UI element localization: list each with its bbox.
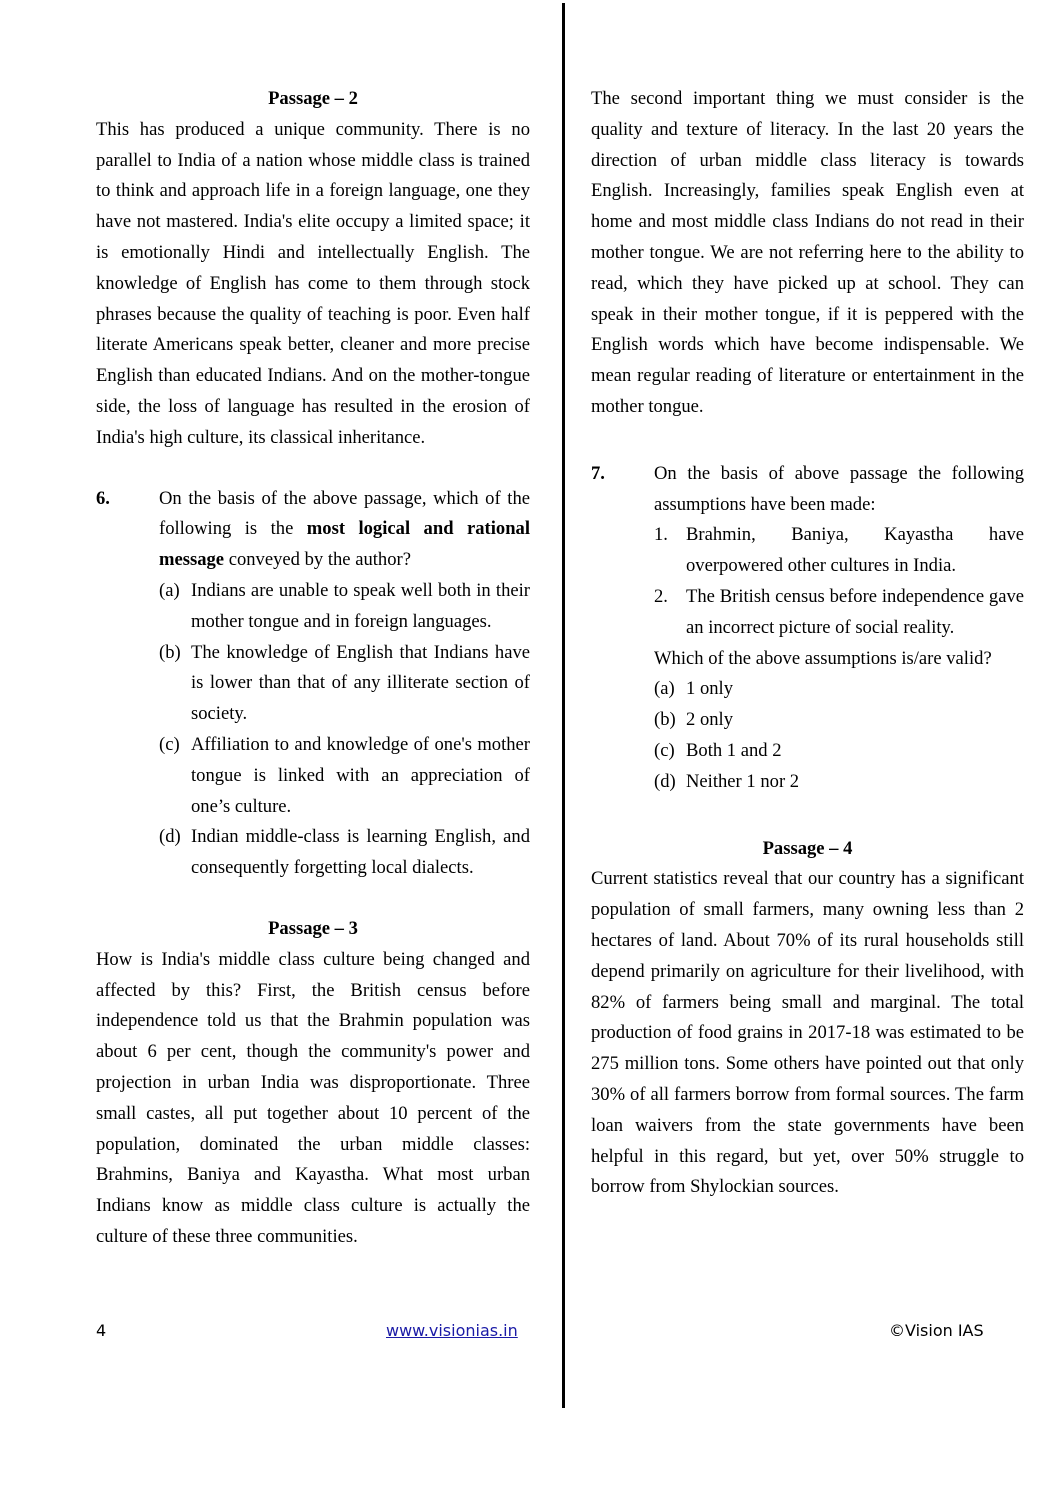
assumption-text: Brahmin, Baniya, Kayastha have overpowered other cultures in India. bbox=[686, 524, 1024, 577]
option-text: Both 1 and 2 bbox=[686, 739, 782, 761]
question-body bbox=[654, 459, 1024, 798]
option-text: 2 only bbox=[686, 709, 734, 731]
question-stem bbox=[159, 484, 530, 576]
option-label: (b) bbox=[654, 709, 676, 731]
option-label: (c) bbox=[654, 739, 675, 761]
option-d[interactable] bbox=[654, 767, 1024, 798]
passage-4-text: Current statistics reveal that our country has a significant population of small farmers, many owning less than 2 hectares of land. About 70% of its rural households still depend primarily on agriculture for their livelihood, with 82% of farmers being small and marginal. The total production of food grains in 2017-18 was estimated to be 275 million tons. Some others have pointed out that only 30% of all farmers borrow from formal sources. The farm loan waivers from the state governments have been helpful in this regard, but yet, over 50% struggle to borrow from Shylockian sources. bbox=[591, 868, 1024, 1198]
copyright-notice: ©Vision IAS bbox=[889, 1321, 984, 1340]
right-column bbox=[591, 84, 1024, 1203]
passage-4-heading: Passage – 4 bbox=[762, 837, 853, 859]
option-text: Affiliation to and knowledge of one's mother tongue is linked with an appreciation of one’s culture. bbox=[191, 733, 530, 817]
option-a[interactable] bbox=[654, 674, 1024, 705]
passage-2-text: This has produced a unique community. There is no parallel to India of a nation whose middle class is trained to think and approach life in a foreign language, one they have not mastered. India's elite occupy a limited space; it is emotionally Hindi and intellectually English. The knowledge of English has come to them through stock phrases because the quality of teaching is poor. Even half literate Americans speak better, cleaner and more precise English than educated Indians. And on the mother-tongue side, the loss of language has resulted in the erosion of India's high culture, its classical inheritance. bbox=[96, 118, 530, 448]
assumption-label: 1. bbox=[654, 524, 668, 546]
passage-3-heading: Passage – 3 bbox=[268, 917, 358, 939]
passage-2-heading: Passage – 2 bbox=[268, 88, 358, 109]
option-text: Neither 1 nor 2 bbox=[686, 770, 800, 792]
option-c[interactable] bbox=[654, 736, 1024, 767]
spacer bbox=[96, 884, 530, 914]
passage-3-text: How is India's middle class culture being changed and affected by this? First, the British census before independence told us that the Brahmin population was about 6 per cent, though the community's power and projection in urban India was disproportionate. Three small castes, all put together about 10 percent of the population, dominated the urban middle classes: Brahmins, Baniya and Kayastha. What most urban Indians know as middle class culture is actually the culture of these three communities. bbox=[96, 948, 530, 1247]
question-6 bbox=[96, 484, 530, 884]
option-text: Indians are unable to speak well both in their mother tongue and in foreign languages. bbox=[191, 579, 530, 632]
question-stem: On the basis of above passage the following assumptions have been made: bbox=[654, 462, 1024, 515]
option-label: (a) bbox=[654, 678, 675, 700]
stem-pre: On the basis of the above passage, which of the following is the bbox=[159, 487, 530, 540]
left-column bbox=[96, 84, 530, 1253]
assumption-2 bbox=[654, 582, 1024, 644]
option-text: Indian middle-class is learning English, and consequently forgetting local dialects. bbox=[191, 826, 530, 879]
option-text: The knowledge of English that Indians have is lower than that of any illiterate section of society. bbox=[191, 641, 530, 725]
option-label: (c) bbox=[159, 733, 180, 755]
question-7 bbox=[591, 459, 1024, 798]
option-label: (b) bbox=[159, 641, 181, 663]
option-label: (d) bbox=[159, 826, 181, 848]
page-number: 4 bbox=[96, 1321, 107, 1340]
assumption-1 bbox=[654, 520, 1024, 582]
option-label: (d) bbox=[654, 770, 676, 792]
question-prompt: Which of the above assumptions is/are valid? bbox=[654, 647, 992, 669]
stem-bold: most logical and rational message bbox=[159, 518, 530, 571]
spacer bbox=[591, 423, 1024, 459]
option-label: (a) bbox=[159, 579, 180, 601]
spacer bbox=[96, 454, 530, 484]
question-number: 7. bbox=[591, 462, 605, 484]
assumption-label: 2. bbox=[654, 585, 668, 607]
option-b[interactable] bbox=[159, 638, 530, 730]
spacer bbox=[591, 798, 1024, 834]
question-number: 6. bbox=[96, 487, 110, 509]
website-link[interactable]: www.visionias.in bbox=[386, 1321, 518, 1340]
option-a[interactable] bbox=[159, 576, 530, 638]
option-c[interactable] bbox=[159, 730, 530, 822]
assumption-text: The British census before independence gave an incorrect picture of social reality. bbox=[686, 585, 1024, 638]
option-text: 1 only bbox=[686, 678, 734, 700]
question-body bbox=[159, 484, 530, 884]
option-b[interactable] bbox=[654, 705, 1024, 736]
passage-3-continued-text: The second important thing we must consider is the quality and texture of literacy. In the last 20 years the direction of urban middle class literacy is towards English. Increasingly, families speak English even at home and most middle class Indians do not read in their mother tongue. We are not referring here to the ability to read, which they have picked up at school. They can speak in their mother tongue, if it is peppered with the English words which have become indispensable. We mean regular reading of literature or entertainment in the mother tongue. bbox=[591, 88, 1024, 417]
column-divider bbox=[562, 3, 565, 1408]
stem-post: conveyed by the author? bbox=[224, 549, 411, 571]
option-d[interactable] bbox=[159, 822, 530, 884]
